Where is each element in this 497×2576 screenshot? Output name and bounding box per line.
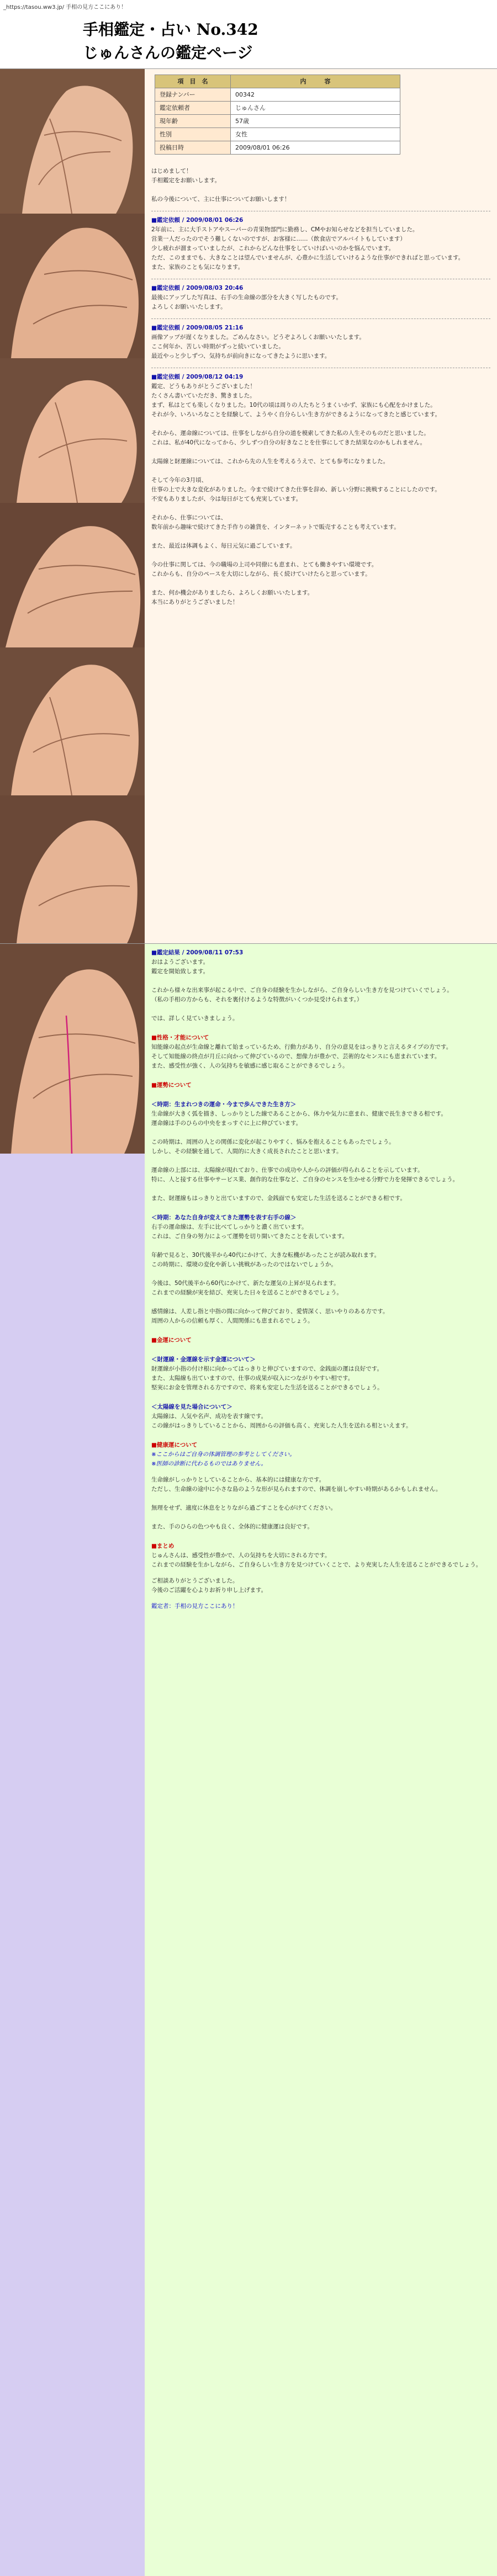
section-subtitle: ＜時期：生まれつきの運命・今まで歩んできた生き方＞ [151, 1101, 297, 1108]
section-title: ■まとめ [151, 1543, 175, 1549]
section-subtitle: ＜財運線・金運線を示す金運について＞ [151, 1356, 256, 1363]
intro-text: はじめまして！ 手相鑑定をお願いします。 私の今後について、主に仕事についてお願いします！ [151, 168, 290, 203]
divider [151, 318, 490, 319]
post-body: おはようございます。 鑑定を開始致します。 これから様々な出来事が起こる中で、ご自身の経験を生かしながら、ご自身らしい生き方を見つけていくでしょう。 （私の手相の方からも、それを裏付けるような特徴がいくつか見受けられます。） では、詳しく見ていきましょう。 [151, 959, 453, 1022]
info-value: 2009/08/01 06:26 [231, 141, 400, 155]
section-body: 財運線が小指の付け根に向かってはっきりと伸びていますので、金銭面の運は良好です。 また、太陽線も出ていますので、仕事の成果が収入につながりやすい相です。 堅実にお金を管理される方ですので、将来も安定した生活を送ることができるでしょう。 [151, 1366, 383, 1391]
site-url[interactable]: _https://tasou.ww3.jp/ 手相の見方ここにあり！ [3, 4, 127, 10]
info-label: 登録ナンバー [155, 88, 231, 102]
post-header: ■鑑定依頼 / 2009/08/12 04:19 [151, 374, 244, 380]
info-row [155, 102, 400, 115]
section-body: 知能線の起点が生命線と離れて始まっているため、行動力があり、自分の意見をはっきりと言えるタイプの方です。 そして知能線の終点が月丘に向かって伸びているので、想像力が豊かで、芸術的なセンスにも恵まれています。 また、感受性が強く、人の気持ちを敏感に感じ取ることができるでしょう。 [151, 1044, 452, 1069]
signature: 鑑定者：手相の見方ここにあり！ [151, 1603, 239, 1610]
info-col-content: 内 容 [231, 75, 400, 88]
post-body: 最後にアップした写真は、右手の生命線の部分を大きく写したものです。 よろしくお願いいたします。 [151, 294, 342, 310]
section-title: ■性格・才能について [151, 1034, 209, 1041]
request-text-column [145, 69, 497, 943]
section-body: 太陽線は、人気や名声、成功を表す線です。 この線がはっきりしていることから、周囲からの評価も高く、充実した人生を送れる相といえます。 [151, 1413, 412, 1429]
post-header: ■鑑定結果 / 2009/08/11 07:53 [151, 949, 244, 956]
info-row [155, 128, 400, 141]
post-body: 2年前に、主に大手ストアやスーパーの青果物部門に勤務し、CMやお知らせなどを担当していました。 営業一人だったのでそう難しくないのですが、お客様に……（飲食店でアルバイトもしています） 少し疲れが溜まっていましたが、これからどんな仕事をしていけばいいのかを悩んでいます。 ただ、このままでも、大きなことは望んでいませんが、心豊かに生活していけるような仕事ができればと思っています。 また、家族のことも気になります。 [151, 226, 464, 270]
info-table [155, 75, 400, 155]
section-subtitle: ＜太陽線を見た場合について＞ [151, 1404, 232, 1410]
sidebar-band [0, 1154, 145, 2576]
page-title: 手相鑑定・占い No.342 [83, 20, 258, 39]
health-note: ※ここからはご自身の体調管理の参考としてください。 ※医師の診断に代わるものではありません。 [151, 1451, 295, 1467]
section-title: ■運勢について [151, 1082, 192, 1088]
post-header: ■鑑定依頼 / 2009/08/03 20:46 [151, 285, 244, 291]
info-row [155, 141, 400, 155]
info-row [155, 115, 400, 128]
palm-photo-reading [0, 944, 145, 1154]
section-title: ■金運について [151, 1337, 192, 1343]
post-header: ■鑑定依頼 / 2009/08/05 21:16 [151, 325, 244, 331]
info-row [155, 88, 400, 102]
post-body: 画像アップが遅くなりました。ごめんなさい。どうぞよろしくお願いいたします。 ここ何年か、苦しい時期がずっと続いていました。 最近やっと少しずつ、気持ちが前向きになってきたように思います。 [151, 334, 365, 359]
section-body: 生命線がしっかりとしていることから、基本的には健康な方です。 ただし、生命線の途中に小さな島のような形が見られますので、体調を崩しやすい時期があるかもしれません。 無理をせず、適度に休息をとりながら過ごすことを心がけてください。 また、手のひらの色つやも良く、全体的に健康運は良好です。 [151, 1476, 442, 1530]
page-header [0, 0, 497, 68]
info-value: 女性 [231, 128, 400, 141]
palm-photo-6 [0, 795, 145, 943]
info-value: 57歳 [231, 115, 400, 128]
section-body: 右手の運命線は、左手に比べてしっかりと濃く出ています。 これは、ご自身の努力によって運勢を切り開いてきたことを表しています。 年齢で見ると、30代後半から40代にかけて、大きな転機があったことが読み取れます。 この時期に、環境の変化や新しい挑戦があったのではないでしょうか。 今後は、50代後半から60代にかけて、新たな運気の上昇が見られます。 これまでの経験が実を結び、充実した日々を送ることができるでしょう。 感情線は、人差し指と中指の間に向かって伸びており、愛情深く、思いやりのある方です。 周囲の人からの信頼も厚く、人間関係にも恵まれるでしょう。 [151, 1224, 389, 1324]
section-title: ■健康運について [151, 1442, 198, 1448]
info-value: 00342 [231, 88, 400, 102]
info-label: 現年齢 [155, 115, 231, 128]
section-subtitle: ＜時期：あなた自身が変えてきた運勢を表す右手の線＞ [151, 1214, 297, 1221]
request-section [0, 68, 497, 943]
reading-photo-column [0, 944, 145, 2576]
palm-photo-5 [0, 647, 145, 795]
reading-text-column [145, 944, 497, 2576]
info-col-name: 項 目 名 [155, 75, 231, 88]
closing-text: ご相談ありがとうございました。 今後のご活躍を心よりお祈り申し上げます。 [151, 1578, 267, 1594]
page-subtitle: じゅんさんの鑑定ページ [83, 44, 253, 62]
info-label: 鑑定依頼者 [155, 102, 231, 115]
section-body: 生命線が大きく弧を描き、しっかりとした線であることから、体力や気力に恵まれ、健康で長生きできる相です。 運命線は手のひらの中央をまっすぐに上に伸びています。 この時期は、周囲の人との関係に変化が起こりやすく、悩みを抱えることもあったでしょう。 しかし、その経験を通して、人間的に大きく成長されたことと思います。 運命線の上部には、太陽線が現れており、仕事での成功や人からの評価が得られることを示しています。 特に、人と接する仕事やサービス業、創作的な仕事など、ご自身のセンスを生かせる分野で力を発揮できるでしょう。 また、財運線もはっきりと出ていますので、金銭面でも安定した生活を送ることができる相です。 [151, 1111, 459, 1202]
post-body: 鑑定、どうもありがとうございました！ たくさん書いていただき、驚きました。 まず、私はとても楽しくなりました。10代の頃は周りの人たちとうまくいかず、家族にも心配をかけました。 それが今、いろいろなことを経験して、ようやく自分らしい生き方ができるようになってきたと感じています。 それから、運命線については、仕事をしながら自分の道を模索してきた私の人生そのものだと思いました。 これは、私が40代になってから、少しずつ自分の好きなことを仕事にしてきた結果なのかもしれません。 太陽線と財運線については、これから先の人生を考えるうえで、とても参考になりました。 そして今年の3月頃、 仕事の上で大きな変化がありました。今まで続けてきた仕事を辞め、新しい分野に挑戦することにしたのです。 不安もありましたが、今は毎日がとても充実しています。 それから、仕事については、 数年前から趣味で続けてきた手作りの雑貨を、インターネットで販売することも考えています。 また、最近は体調もよく、毎日元気に過ごしています。 今の仕事に関しては、今の職場の上司や同僚にも恵まれ、とても働きやすい環境です。 これからも、自分のペースを大切にしながら、長く続けていけたらと思っています。 また、何か機会がありましたら、よろしくお願いいたします。 本当にありがとうございました！ [151, 383, 441, 606]
post-header: ■鑑定依頼 / 2009/08/01 06:26 [151, 217, 244, 224]
reading-section [0, 943, 497, 2576]
section-body: じゅんさんは、感受性が豊かで、人の気持ちを大切にされる方です。 これまでの経験を生かしながら、ご自身らしい生き方を見つけていくことで、より充実した人生を送ることができるでしょう。 [151, 1552, 482, 1568]
info-label: 性別 [155, 128, 231, 141]
palm-photo-2 [0, 214, 145, 358]
palm-photo-3 [0, 358, 145, 503]
palm-photo-1 [0, 69, 145, 214]
palm-photo-column [0, 69, 145, 943]
info-label: 投稿日時 [155, 141, 231, 155]
info-value: じゅんさん [231, 102, 400, 115]
palm-photo-4 [0, 503, 145, 647]
